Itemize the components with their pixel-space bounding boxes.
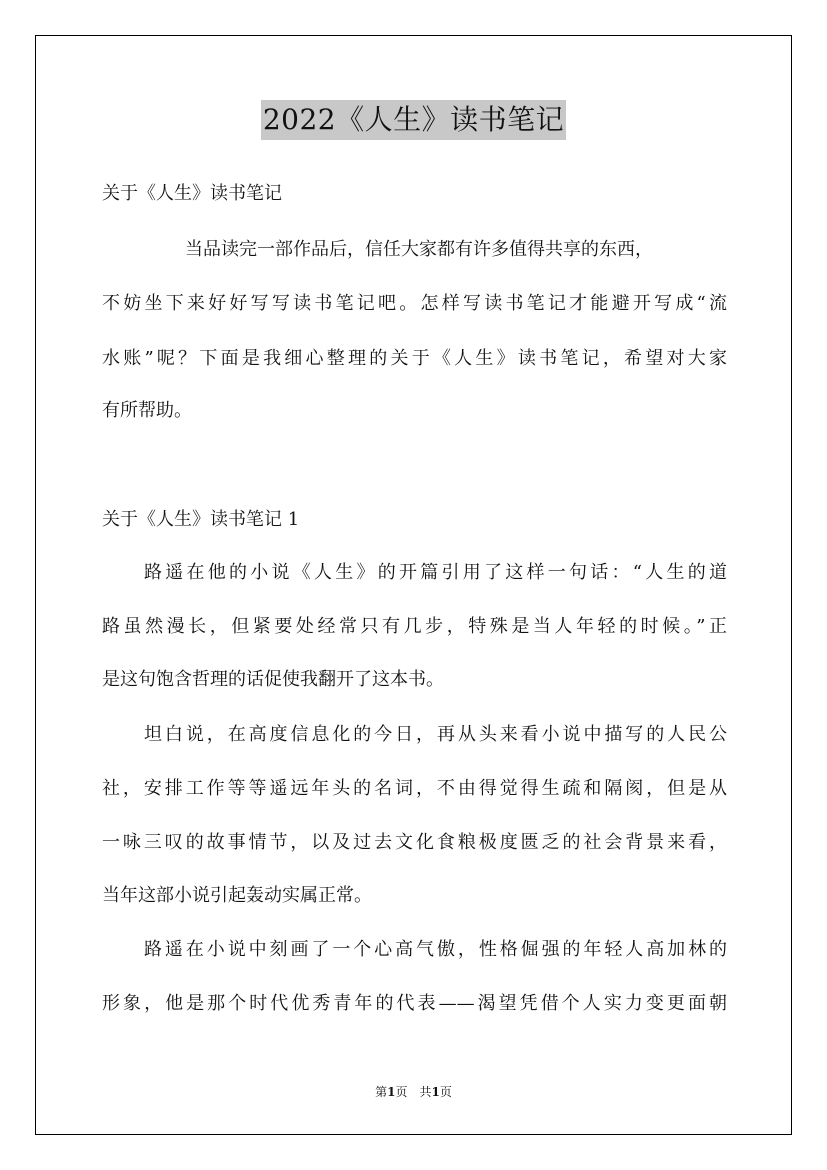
footer-page-mid: 页 共 [395,1085,432,1099]
para2-line-3: 一咏三叹的故事情节，以及过去文化食粮极度匮乏的社会背景来看， [102,832,727,853]
section-heading: 关于《人生》读书笔记 1 [102,509,300,530]
para2-line-1: 坦白说，在高度信息化的今日，再从头来看小说中描写的人民公 [144,724,727,745]
footer-page-total: 1 [431,1085,440,1099]
footer-page-suffix: 页 [439,1085,452,1099]
document-title: 2022《人生》读书笔记 [261,100,566,140]
para1-line-3: 是这句饱含哲理的话促使我翻开了这本书。 [102,669,444,690]
para3-line-2: 形象，他是那个时代优秀青年的代表——渴望凭借个人实力变更面朝 [102,993,727,1014]
intro-line-3: 水账”呢？下面是我细心整理的关于《人生》读书笔记，希望对大家 [102,348,727,369]
intro-line-1: 当品读完一部作品后，信任大家都有许多值得共享的东西， [185,239,653,260]
para2-line-2: 社，安排工作等等遥远年头的名词，不由得觉得生疏和隔阂，但是从 [102,778,727,799]
intro-line-4: 有所帮助。 [102,400,192,421]
footer-page-number: 1 [387,1085,396,1099]
subtitle: 关于《人生》读书笔记 [102,183,282,204]
intro-line-2: 不妨坐下来好好写写读书笔记吧。怎样写读书笔记才能避开写成“流 [102,293,727,314]
para3-line-1: 路遥在小说中刻画了一个心高气傲，性格倔强的年轻人高加林的 [144,939,727,960]
page-footer [0,1084,827,1100]
para1-line-1: 路遥在他的小说《人生》的开篇引用了这样一句话：“人生的道 [144,562,727,583]
para1-line-2: 路虽然漫长，但紧要处经常只有几步，特殊是当人年轻的时候。”正 [102,616,727,637]
title-container [0,100,827,140]
para2-line-4: 当年这部小说引起轰动实属正常。 [102,885,372,906]
footer-page-prefix: 第 [375,1085,388,1099]
